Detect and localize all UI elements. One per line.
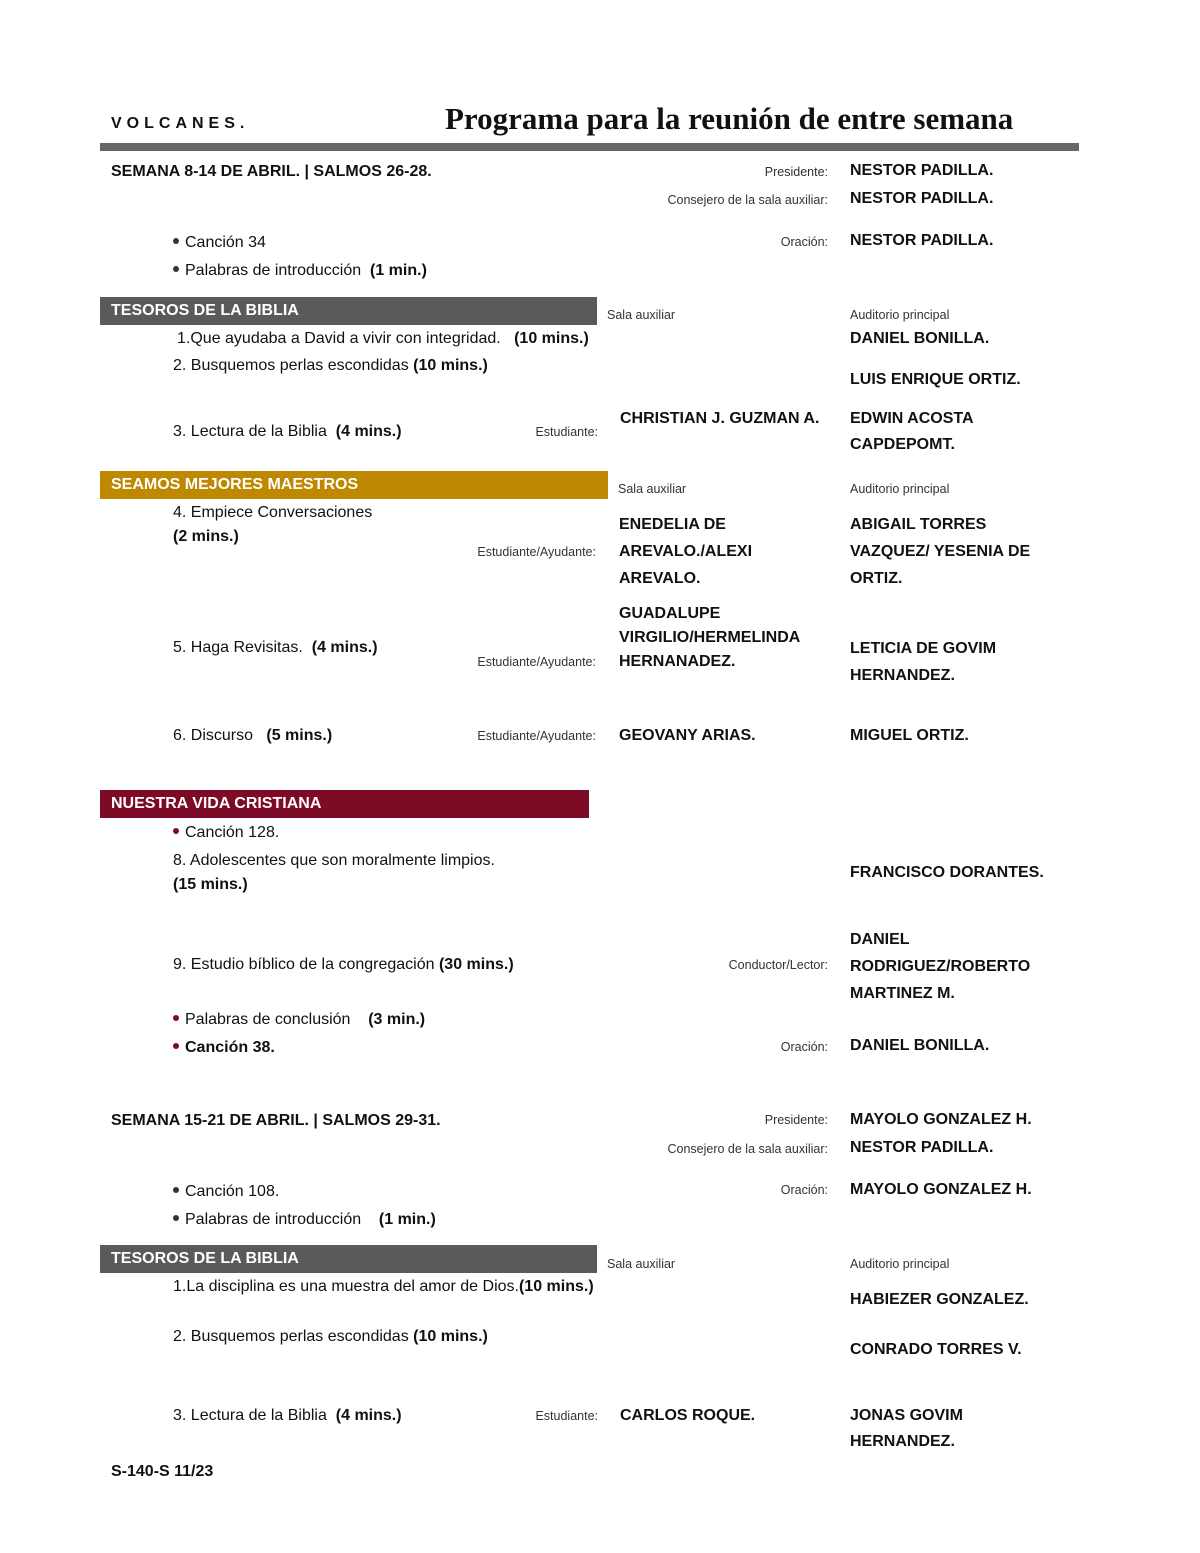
intro-words: Palabras de introducción (1 min.): [173, 1211, 436, 1229]
main-hall-header: Auditorio principal: [850, 308, 950, 322]
treasures-item2: 2. Busquemos perlas escondidas (10 mins.): [173, 357, 488, 374]
form-code: S-140-S 11/23: [111, 1463, 214, 1480]
student-helper-label: Estudiante/Ayudante:: [477, 655, 596, 669]
treasures-item1: 1.Que ayudaba a David a vivir con integridad. (10 mins.): [177, 330, 589, 347]
president-name: MAYOLO GONZALEZ H.: [850, 1111, 1032, 1128]
closing-prayer-name: DANIEL BONILLA.: [850, 1037, 990, 1054]
opening-song: Canción 34: [173, 234, 266, 252]
aux-room-header: Sala auxiliar: [607, 1257, 676, 1271]
bible-study-main: DANIEL RODRIGUEZ/ROBERTO MARTINEZ M.: [850, 931, 1031, 1002]
student-helper-label: Estudiante/Ayudante:: [477, 545, 596, 559]
treasures-item1-main: HABIEZER GONZALEZ.: [850, 1291, 1029, 1308]
aux-room-header: Sala auxiliar: [607, 308, 676, 322]
counselor-label: Consejero de la sala auxiliar:: [667, 1142, 828, 1156]
bullet-icon: [173, 266, 179, 272]
section-band-treasures: TESOROS DE LA BIBLIA: [100, 1245, 597, 1273]
page-title: Programa para la reunión de entre semana: [445, 101, 1014, 136]
section-band-christian-life: NUESTRA VIDA CRISTIANA: [100, 790, 589, 818]
aux-room-header: Sala auxiliar: [618, 482, 687, 496]
bible-reading-main: EDWIN ACOSTA CAPDEPOMT.: [850, 410, 973, 453]
opening-song: Canción 108.: [173, 1183, 279, 1201]
teachers-item6-aux: GEOVANY ARIAS.: [619, 727, 756, 744]
student-label: Estudiante:: [535, 425, 598, 439]
main-hall-header: Auditorio principal: [850, 1257, 950, 1271]
treasures-item2: 2. Busquemos perlas escondidas (10 mins.): [173, 1328, 488, 1345]
bullet-icon: [173, 238, 179, 244]
president-label: Presidente:: [764, 165, 828, 179]
main-hall-header: Auditorio principal: [850, 482, 950, 496]
president-name: NESTOR PADILLA.: [850, 162, 994, 179]
teachers-item4-aux: ENEDELIA DE AREVALO./ALEXI AREVALO.: [619, 516, 753, 587]
bullet-icon: [173, 1043, 179, 1049]
congregation-bible-study: 9. Estudio bíblico de la congregación (30 mins.): [173, 956, 514, 973]
student-label: Estudiante:: [535, 1409, 598, 1423]
bullet-icon: [173, 828, 179, 834]
middle-song: Canción 128.: [173, 824, 279, 842]
counselor-name: NESTOR PADILLA.: [850, 1139, 994, 1156]
treasures-item2-main: LUIS ENRIQUE ORTIZ.: [850, 371, 1021, 388]
teachers-item5: 5. Haga Revisitas. (4 mins.): [173, 639, 378, 656]
treasures-item1-main: DANIEL BONILLA.: [850, 330, 990, 347]
section-band-teachers: SEAMOS MEJORES MAESTROS: [100, 471, 608, 499]
concluding-words: Palabras de conclusión (3 min.): [173, 1011, 425, 1029]
bullet-icon: [173, 1015, 179, 1021]
treasures-item1: 1.La disciplina es una muestra del amor de Dios.(10 mins.): [173, 1278, 594, 1295]
bullet-icon: [173, 1187, 179, 1193]
teachers-item5-aux: GUADALUPE VIRGILIO/HERMELINDA HERNANADEZ.: [619, 605, 800, 670]
teachers-item4: 4. Empiece Conversaciones (2 mins.): [173, 504, 373, 545]
bible-reading-main: JONAS GOVIM HERNANDEZ.: [850, 1407, 963, 1450]
prayer-label: Oración:: [780, 1040, 828, 1054]
prayer-label: Oración:: [780, 1183, 828, 1197]
prayer-label: Oración:: [780, 235, 828, 249]
conductor-reader-label: Conductor/Lector:: [728, 958, 828, 972]
teachers-item6: 6. Discurso (5 mins.): [173, 727, 333, 744]
counselor-label: Consejero de la sala auxiliar:: [667, 193, 828, 207]
opening-prayer-name: MAYOLO GONZALEZ H.: [850, 1181, 1032, 1198]
teachers-item6-main: MIGUEL ORTIZ.: [850, 727, 969, 744]
bible-reading: 3. Lectura de la Biblia (4 mins.): [173, 1407, 402, 1424]
congregation-name: VOLCANES.: [111, 115, 250, 132]
intro-words: Palabras de introducción (1 min.): [173, 262, 427, 280]
title-divider: [100, 143, 1079, 151]
week1-heading: SEMANA 8-14 DE ABRIL. | SALMOS 26-28.: [111, 163, 432, 180]
christian-item8: 8. Adolescentes que son moralmente limpios. (15 mins.): [173, 852, 495, 893]
week2-heading: SEMANA 15-21 DE ABRIL. | SALMOS 29-31.: [111, 1112, 441, 1129]
section-band-treasures: TESOROS DE LA BIBLIA: [100, 297, 597, 325]
bible-reading-aux: CARLOS ROQUE.: [620, 1407, 756, 1424]
teachers-item4-main: ABIGAIL TORRES VAZQUEZ/ YESENIA DE ORTIZ.: [850, 516, 1031, 587]
student-helper-label: Estudiante/Ayudante:: [477, 729, 596, 743]
bullet-icon: [173, 1215, 179, 1221]
bible-reading-aux: CHRISTIAN J. GUZMAN A.: [620, 410, 820, 427]
opening-prayer-name: NESTOR PADILLA.: [850, 232, 994, 249]
president-label: Presidente:: [764, 1113, 828, 1127]
teachers-item5-main: LETICIA DE GOVIM HERNANDEZ.: [850, 640, 997, 684]
bible-reading: 3. Lectura de la Biblia (4 mins.): [173, 423, 402, 440]
closing-song: Canción 38.: [173, 1039, 275, 1057]
treasures-item2-main: CONRADO TORRES V.: [850, 1341, 1022, 1358]
counselor-name: NESTOR PADILLA.: [850, 190, 994, 207]
christian-item8-main: FRANCISCO DORANTES.: [850, 864, 1044, 881]
